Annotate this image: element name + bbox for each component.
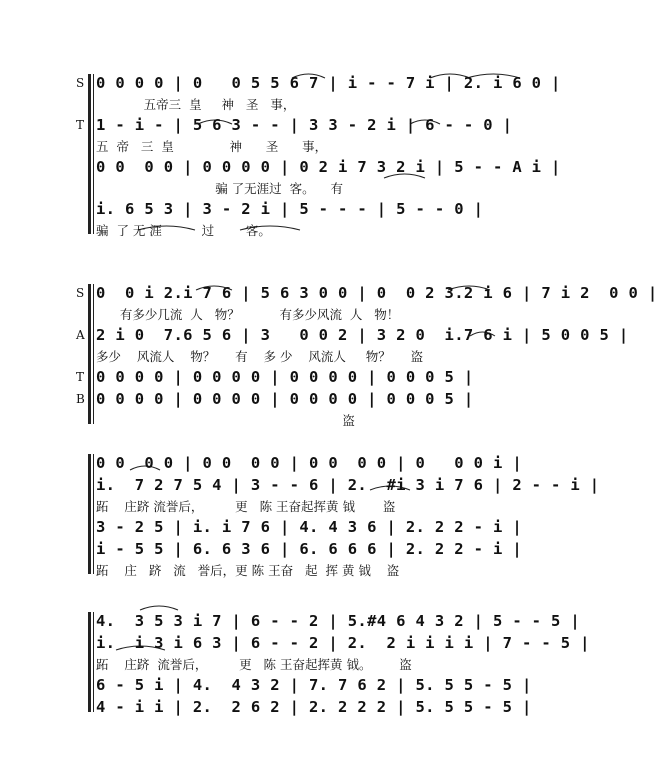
notation-line: 3 - 2 5 | i. i 7 6 | 4. 4 3 6 | 2. 2 2 - i | <box>96 518 522 536</box>
system-bracket-line <box>93 454 94 574</box>
notation-line: 4. 3 5 3 i 7 | 6 - - 2 | 5.#4 6 4 3 2 | 5 - - 5 | <box>96 612 581 630</box>
notation-line: 6 - 5 i | 4. 4 3 2 | 7. 7 6 2 | 5. 5 5 - 5 | <box>96 676 532 694</box>
system-bracket-line <box>93 612 94 712</box>
lyrics-line: 跖 庄跻 流誉后， 更 陈 王奋起挥黄 钺 盗 <box>96 499 396 514</box>
system-bracket <box>88 612 91 712</box>
notation-line: i. i 3 i 6 3 | 6 - - 2 | 2. 2 i i i i | 7 - - 5 | <box>96 634 590 652</box>
notation-line: 0 0 0 0 | 0 0 0 0 | 0 0 0 0 | 0 0 0 5 | <box>96 390 474 408</box>
voice-label-t: T <box>76 370 85 384</box>
voice-label-s: S <box>76 286 85 300</box>
lyrics-line: 五帝三 皇 神 圣 事， <box>96 97 296 112</box>
system-bracket-line <box>93 74 94 234</box>
notation-line: 0 0 0 0 | 0 0 5 5 6 7 | i - - 7 i | 2. i 6 0 | <box>96 74 561 92</box>
lyrics-line: 多少 风流人 物？ 有 多 少 风流人 物？ 盗 <box>96 349 424 364</box>
notation-line: i - 5 5 | 6. 6 3 6 | 6. 6 6 6 | 2. 2 2 - i | <box>96 540 522 558</box>
notation-line: i. 6 5 3 | 3 - 2 i | 5 - - - | 5 - - 0 | <box>96 200 484 218</box>
voice-label-t: T <box>76 118 85 132</box>
notation-line: 4 - i i | 2. 2 6 2 | 2. 2 2 2 | 5. 5 5 - 5 | <box>96 698 532 716</box>
notation-line: 2 i 0 7.6 5 6 | 3 0 0 2 | 3 2 0 i.7 6 i | 5 0 0 5 | <box>96 326 629 344</box>
system-bracket-line <box>93 284 94 424</box>
lyrics-line: 骗 了 无 涯 过 客。 <box>96 223 271 238</box>
voice-label-s: S <box>76 76 85 90</box>
lyrics-line: 盗 <box>96 413 355 428</box>
notation-line: 0 0 0 0 | 0 0 0 0 | 0 0 0 0 | 0 0 0 5 | <box>96 368 474 386</box>
notation-line: i. 7 2 7 5 4 | 3 - - 6 | 2. #i 3 i 7 6 | 2 - - i | <box>96 476 600 494</box>
voice-label-a: A <box>76 328 85 342</box>
lyrics-line: 骗 了无涯过 客。 有 <box>96 181 344 196</box>
lyrics-line: 跖 庄跻 流誉后， 更 陈 王奋起挥黄 钺。 盗 <box>96 657 412 672</box>
system-bracket <box>88 454 91 574</box>
system-bracket <box>88 284 91 424</box>
notation-line: 1 - i - | 5 6 3 - - | 3 3 - 2 i | 6 - - 0 | <box>96 116 513 134</box>
lyrics-line: 跖 庄 跻 流 誉后，更 陈 王奋 起 挥 黄 钺 盗 <box>96 563 400 578</box>
lyrics-line: 有多少几流 人 物？ 有多少风流 人 物！ <box>96 307 400 322</box>
notation-line: 0 0 i 2.i 7 6 | 5 6 3 0 0 | 0 0 2 3.2 i 6 | 7 i 2 0 0 | <box>96 284 658 302</box>
lyrics-line: 五 帝 三 皇 神 圣 事， <box>96 139 328 154</box>
system-bracket <box>88 74 91 234</box>
notation-line: 0 0 0 0 | 0 0 0 0 | 0 2 i 7 3 2 i | 5 - - A i | <box>96 158 561 176</box>
voice-label-b: B <box>76 392 85 406</box>
notation-line: 0 0 0 0 | 0 0 0 0 | 0 0 0 0 | 0 0 0 i | <box>96 454 522 472</box>
